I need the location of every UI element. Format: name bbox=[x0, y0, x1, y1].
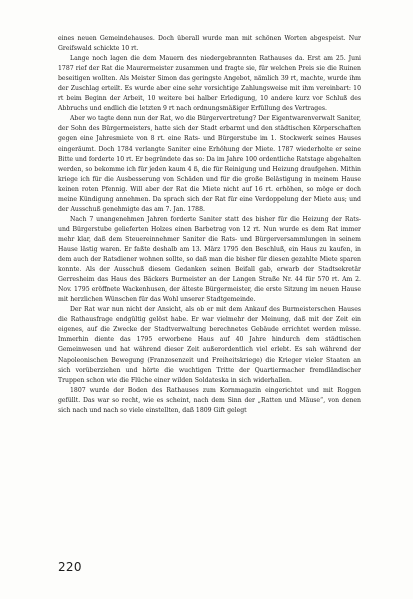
paragraph: Aber wo tagte denn nun der Rat, wo die Bürgervertretung? Der Eigentwarenverwalt Saniter, der Sohn des Bürgermeisters, hatte sich der Stadt erbarmt und den städtischen Körperschaften gegen eine Jahresmiete von 8 rt. eine Rats- und Bürgerstube im 1. Stockwerk seines Hauses eingeräumt. Doch 1784 verlangte Saniter eine Erhöhung der Miete. 1787 wiederholte er seine Bitte und forderte 10 rt. Er begründete das so: Da im Jahre 100 ordentliche Ratstage abgehalten werden, so bekomme ich für jeden kaum 4 ß, die für Reinigung und Heizung draufgehen. Mithin kriege ich für die Ausbesserung von Schäden und für die große Belästigung in meinem Hause keinen roten Pfennig. Will aber der Rat die Miete nicht auf 16 rt. erhöhen, so möge er doch meine Kündigung annehmen. Da sprach sich der Rat für eine Verdoppelung der Miete aus; und der Ausschuß genehmigte das am 7. Jan. 1788. bbox=[58, 115, 361, 213]
page-number: 220 bbox=[58, 560, 82, 574]
paragraph: Der Rat war nun nicht der Ansicht, als ob er mit dem Ankauf des Burmeisterschen Hauses die Rathausfrage endgültig gelöst habe. Er war vielmehr der Meinung, daß mit der Zeit ein eigenes, auf die Zwecke der Stadtverwaltung berechnetes Gebäude errichtet werden müsse. Immerhin diente das 1795 erworbene Haus auf 40 Jahre hindurch dem städtischen Gemeinwesen und hat während dieser Zeit außerordentlich viel erlebt. Es sah während der Napoleonischen Bewegung (Franzosenzeit und Freiheitskriege) die Krieger vieler Staaten an sich vorüberziehen und hörte die wuchtigen Tritte der Quartiermacher fremdländischer Truppen schon wie die Flüche einer wilden Soldateska in sich widerhallen. bbox=[58, 306, 361, 384]
body-text bbox=[58, 34, 361, 416]
paragraph: eines neuen Gemeindehauses. Doch überall wurde man mit schönen Worten abgespeist. Nur Greifswald schickte 10 rt. bbox=[58, 35, 361, 53]
paragraph: 1807 wurde der Boden des Rathauses zum Kornmagazin eingerichtet und mit Roggen gefüllt. Das war so recht, wie es scheint, nach dem Sinn der „Ratten und Mäuse“, von denen sich nach und nach so viele einstellten, daß 1809 Gift gelegt bbox=[58, 386, 361, 414]
paragraph: Lange noch lagen die dem Mauern des niedergebrannten Rathauses da. Erst am 25. Juni 1787 rief der Rat die Maurermeister zusammen und fragte sie, für welchen Preis sie die Ruinen beseitigen wollten. Als Meister Simon das geringste Angebot, nämlich 39 rt, machte, wurde ihm der Zuschlag erteilt. Es wurde aber eine sehr vorsichtige Zahlungsweise mit ihm vereinbart: 10 rt beim Beginn der Arbeit, 10 weitere bei halber Erledigung, 10 andere kurz vor Schluß des Abbruchs und endlich die letzten 9 rt nach ordnungsmäßiger Erfüllung des Vertrages. bbox=[58, 55, 361, 113]
paragraph: Nach 7 unangenehmen Jahren forderte Saniter statt des bisher für die Heizung der Rats- und Bürgerstube gelieferten Holzes einen Barbetrag von 12 rt. Nun wurde es dem Rat immer mehr klar, daß dem Steuereinnehmer Saniter die Rats- und Bürgerversammlungen in seinem Hause lästig waren. Er faßte deshalb am 13. März 1795 den Beschluß, ein Haus zu kaufen, in dem auch der Ratsdiener wohnen sollte, so daß man die bisher für diesen gezahlte Miete sparen konnte. Als der Ausschuß diesem Gedanken seinen Beifall gab, erwarb der Stadtsekretär Gerresheim das Haus des Bäckers Burmeister an der Langen Straße Nr. 44 für 570 rt. Am 2. Nov. 1795 eröffnete Wackenhusen, der älteste Bürgermeister, die erste Sitzung im neuen Hause mit herzlichen Wünschen für das Wohl unserer Stadtgemeinde. bbox=[58, 215, 361, 304]
